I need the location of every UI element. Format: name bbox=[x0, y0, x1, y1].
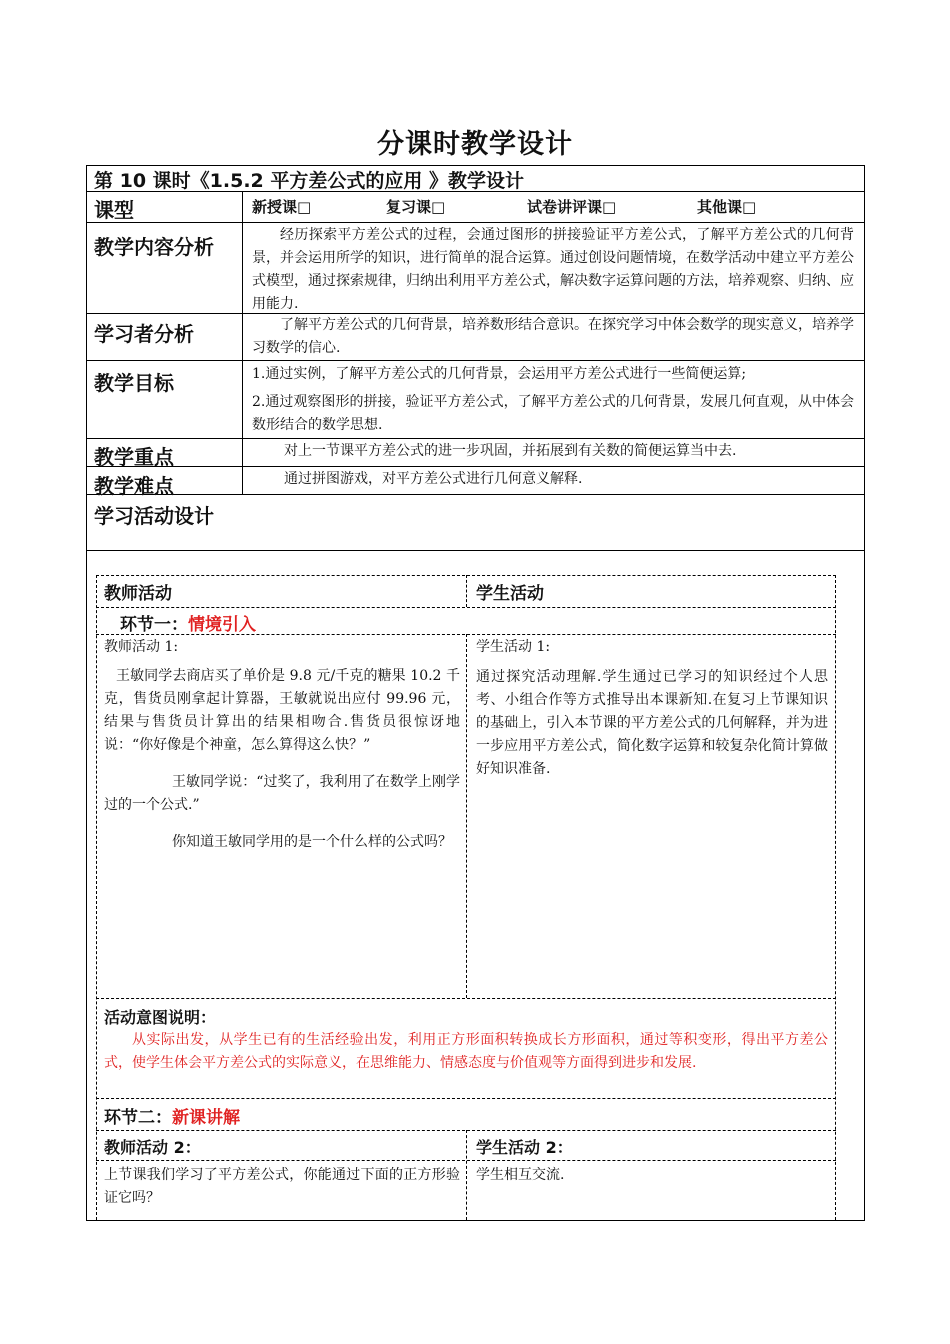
stage1-intent-text: 从实际出发，从学生已有的生活经验出发，利用正方形面积转换成长方形面积，通过等积变形，得出平方差公式，使学生体会平方差公式的实际意义，在思维能力、情感态度与价值观等方面得到进步和发展. bbox=[104, 1032, 828, 1071]
student-activity-1-body: 通过探究活动理解.学生通过已学习的知识经过个人思考、小组合作等方式推导出本课新知.在复习上节课知识的基础上，引入本节课的平方差公式的几何解释，并为进一步应用平方差公式，简化数字运算和较复杂化简计算做好知识准备. bbox=[476, 669, 828, 777]
type-label: 课型 bbox=[94, 198, 134, 222]
table-border bbox=[86, 1220, 865, 1221]
type-option-exam-review[interactable]: 试卷讲评课□ bbox=[527, 198, 617, 216]
activity-design-label: 学习活动设计 bbox=[94, 504, 214, 528]
stage1-prefix: 环节一： bbox=[120, 615, 188, 635]
table-border bbox=[86, 438, 865, 439]
learner-analysis-label: 学习者分析 bbox=[94, 322, 194, 346]
teacher-activity-2-body: 上节课我们学习了平方差公式，你能通过下面的正方形验证它吗？ bbox=[104, 1167, 460, 1206]
content-analysis-label: 教学内容分析 bbox=[94, 235, 214, 259]
activity-grid-line bbox=[466, 1130, 467, 1220]
objective-item: 2.通过观察图形的拼接，验证平方差公式，了解平方差公式的几何背景，发展几何直观，从中体会数形结合的数学思想. bbox=[252, 394, 854, 433]
activity-grid-line bbox=[96, 607, 836, 608]
teacher-activity-header: 教师活动 bbox=[104, 584, 172, 604]
type-option-new[interactable]: 新授课□ bbox=[252, 198, 312, 216]
key-point-label: 教学重点 bbox=[94, 445, 174, 469]
activity-grid-line bbox=[466, 575, 467, 607]
table-border bbox=[86, 494, 865, 495]
table-border bbox=[86, 360, 865, 361]
activity-grid-line bbox=[96, 1098, 836, 1099]
learner-analysis-text: 了解平方差公式的几何背景，培养数形结合意识。在探究学习中体会数学的现实意义，培养学习数学的信心. bbox=[252, 317, 854, 356]
stage1-heading bbox=[120, 610, 256, 635]
table-border bbox=[86, 222, 865, 223]
difficulty-text: 通过拼图游戏，对平方差公式进行几何意义解释. bbox=[284, 471, 583, 487]
key-point-text: 对上一节课平方差公式的进一步巩固，并拓展到有关数的简便运算当中去. bbox=[284, 443, 737, 459]
teacher-activity-1-title: 教师活动 1: bbox=[104, 639, 179, 655]
activity-grid-line bbox=[466, 634, 467, 998]
page-title: 分课时教学设计 bbox=[377, 129, 573, 160]
objective-item: 1.通过实例，了解平方差公式的几何背景，会运用平方差公式进行一些简便运算; bbox=[252, 366, 747, 382]
student-activity-1-title: 学生活动 1: bbox=[476, 639, 551, 655]
table-border bbox=[86, 466, 865, 467]
stage2-name: 新课讲解 bbox=[172, 1108, 240, 1128]
table-border bbox=[86, 165, 87, 1220]
content-analysis-text: 经历探索平方差公式的过程，会通过图形的拼接验证平方差公式，了解平方差公式的几何背景，并会运用所学的知识，进行简单的混合运算。通过创设问题情境，在数学活动中建立平方差公式模型，通过探索规律，归纳出利用平方差公式，解决数字运算问题的方法，培养观察、归纳、应用能力. bbox=[252, 227, 854, 312]
stage1-name: 情境引入 bbox=[188, 615, 256, 635]
table-border bbox=[242, 191, 243, 494]
table-border bbox=[86, 550, 865, 551]
stage2-heading bbox=[104, 1103, 240, 1128]
teacher-activity-1-paragraph: 你知道王敏同学用的是一个什么样的公式吗？ bbox=[172, 834, 452, 850]
student-activity-2-title: 学生活动 2： bbox=[476, 1138, 573, 1157]
teacher-activity-2-title: 教师活动 2： bbox=[104, 1138, 201, 1157]
teacher-activity-1-paragraph: 王敏同学去商店买了单价是 9.8 元/千克的糖果 10.2 千克，售货员刚拿起计算器，王敏就说出应付 99.96 元，结果与售货员计算出的结果相吻合.售货员很惊讶地说：“你好像是个神童，怎么算得这么快？” bbox=[104, 668, 460, 753]
stage2-prefix: 环节二： bbox=[104, 1108, 172, 1128]
type-option-review[interactable]: 复习课□ bbox=[386, 198, 446, 216]
activity-grid-line bbox=[96, 998, 836, 999]
activity-grid-line bbox=[835, 575, 836, 1220]
objectives-label: 教学目标 bbox=[94, 371, 174, 395]
type-option-other[interactable]: 其他课□ bbox=[697, 198, 757, 216]
teacher-activity-1-body bbox=[104, 665, 460, 854]
difficulty-label: 教学难点 bbox=[94, 474, 174, 498]
teacher-activity-1-paragraph: 王敏同学说：“过奖了，我利用了在数学上刚学过的一个公式.” bbox=[104, 774, 460, 813]
student-activity-header: 学生活动 bbox=[476, 584, 544, 604]
activity-grid-line bbox=[96, 575, 97, 1220]
table-border bbox=[864, 165, 865, 1220]
stage1-intent-label: 活动意图说明： bbox=[104, 1008, 217, 1027]
student-activity-2-body: 学生相互交流. bbox=[476, 1167, 565, 1183]
lesson-header: 第 10 课时《1.5.2 平方差公式的应用 》教学设计 bbox=[94, 170, 524, 192]
